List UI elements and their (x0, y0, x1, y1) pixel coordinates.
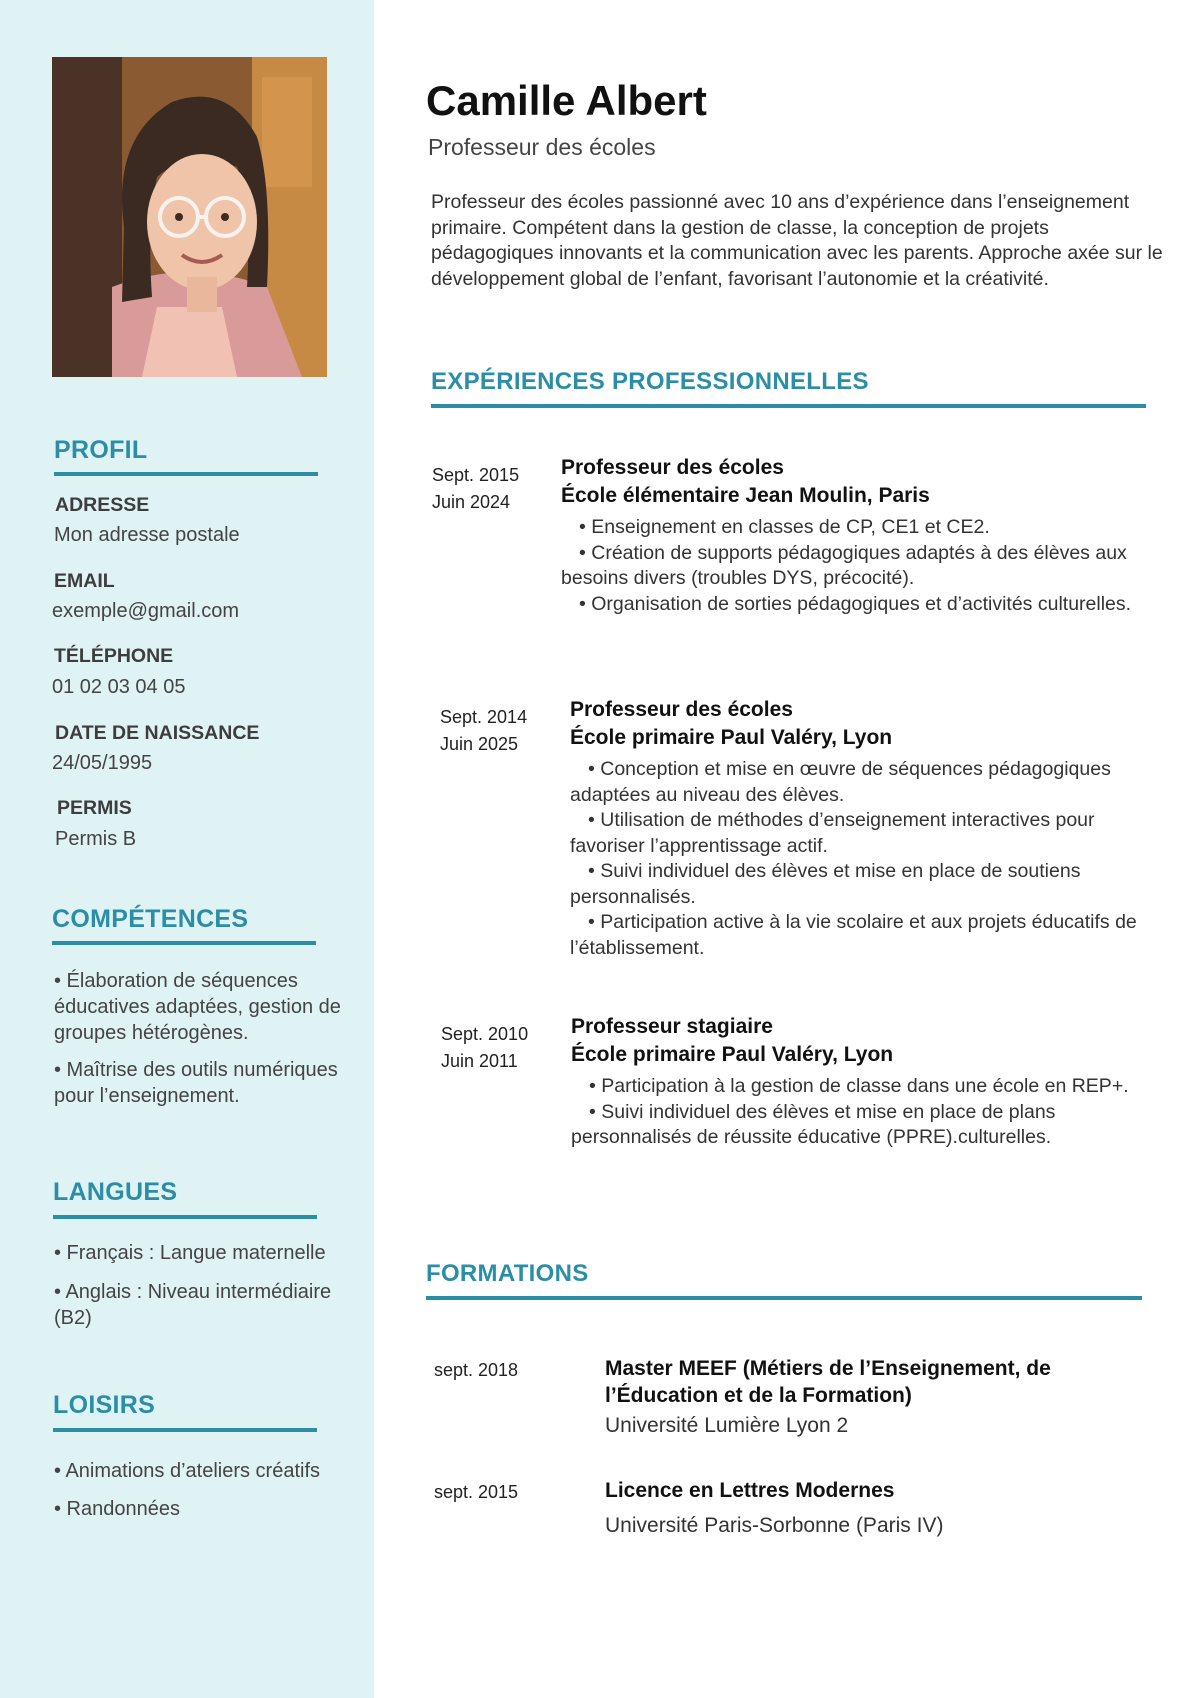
skill-item: • Maîtrise des outils numériques pour l’enseignement. (54, 1059, 338, 1107)
experience-employer: École primaire Paul Valéry, Lyon (571, 1043, 894, 1066)
license-label: PERMIS (57, 797, 132, 819)
experience-bullet: • Participation active à la vie scolaire et aux projets éducatifs de l’établissement. (570, 911, 1137, 959)
experience-date (432, 462, 519, 516)
experience-start: Sept. 2014 (440, 707, 528, 727)
experience-end: Juin 2025 (440, 734, 519, 754)
hobbies-title: LOISIRS (53, 1391, 156, 1419)
experience-role: Professeur des écoles (561, 456, 784, 479)
experience-bullet: • Création de supports pédagogiques adaptés à des élèves aux besoins divers (troubles DYS, précocité). (561, 541, 1127, 589)
skill-item: • Élaboration de séquences éducatives adaptées, gestion de groupes hétérogènes. (54, 970, 341, 1044)
experience-bullets (571, 1074, 1161, 1151)
birthdate-label: DATE DE NAISSANCE (55, 722, 260, 744)
experience-employer: École primaire Paul Valéry, Lyon (570, 726, 893, 749)
education-entry (605, 1477, 1165, 1538)
experience-start: Sept. 2015 (432, 465, 520, 485)
hobby-item: • Animations d’ateliers créatifs (54, 1460, 321, 1482)
experience-role: Professeur stagiaire (571, 1015, 773, 1038)
candidate-job-title: Professeur des écoles (428, 134, 656, 160)
experience-role: Professeur des écoles (570, 698, 793, 721)
education-date: sept. 2018 (434, 1360, 519, 1380)
hobbies-rule (53, 1428, 317, 1432)
experience-bullet: • Conception et mise en œuvre de séquences pédagogiques adaptées au niveau des élèves. (570, 758, 1111, 806)
experience-end: Juin 2024 (432, 492, 511, 512)
email-value: exemple@gmail.com (52, 600, 240, 622)
phone-value: 01 02 03 04 05 (52, 676, 186, 698)
experience-bullet: • Suivi individuel des élèves et mise en place de plans personnalisés de réussite éducative (PPRE).culturelles. (571, 1100, 1056, 1148)
education-rule (426, 1296, 1142, 1300)
address-value: Mon adresse postale (54, 524, 240, 546)
language-item: • Anglais : Niveau intermédiaire (B2) (54, 1281, 332, 1329)
experience-bullet: • Enseignement en classes de CP, CE1 et CE2. (579, 516, 990, 538)
education-school: Université Lumière Lyon 2 (605, 1414, 849, 1437)
experience-bullet: • Suivi individuel des élèves et mise en place de soutiens personnalisés. (570, 860, 1081, 908)
experience-bullets (570, 757, 1160, 961)
education-degree: Master MEEF (Métiers de l’Enseignement, de l’Éducation et de la Formation) (605, 1357, 1051, 1407)
education-school: Université Paris-Sorbonne (Paris IV) (605, 1514, 944, 1537)
experience-employer: École élémentaire Jean Moulin, Paris (561, 484, 930, 507)
experience-entry (571, 1013, 1161, 1151)
experience-rule (431, 404, 1146, 408)
education-degree: Licence en Lettres Modernes (605, 1479, 895, 1502)
experience-end: Juin 2011 (441, 1051, 518, 1071)
email-label: EMAIL (54, 570, 115, 592)
experience-start: Sept. 2010 (441, 1024, 529, 1044)
experience-entry (570, 696, 1160, 961)
profil-title: PROFIL (54, 436, 148, 464)
profil-rule (54, 472, 318, 476)
experience-bullets (561, 515, 1151, 617)
experience-title: EXPÉRIENCES PROFESSIONNELLES (431, 368, 869, 395)
languages-title: LANGUES (53, 1178, 178, 1206)
education-title: FORMATIONS (426, 1260, 589, 1287)
skills-rule (52, 941, 316, 945)
education-date: sept. 2015 (434, 1482, 519, 1502)
experience-bullet: • Organisation de sorties pédagogiques et d’activités culturelles. (579, 592, 1132, 615)
birthdate-value: 24/05/1995 (52, 752, 153, 774)
experience-date (440, 704, 527, 758)
experience-bullet: • Participation à la gestion de classe dans une école en REP+. (589, 1075, 1129, 1097)
profile-summary: Professeur des écoles passionné avec 10 ans d’expérience dans l’enseignement primaire. Compétent dans la gestion de classe, la conception de projets pédagogiques innovants et la communication avec les parents. Approche axée sur le développement global de l’enfant, favorisant l’autonomie et la créativité. (431, 191, 1163, 290)
skills-title: COMPÉTENCES (52, 905, 249, 933)
languages-rule (53, 1215, 317, 1219)
address-label: ADRESSE (55, 494, 150, 516)
experience-date (441, 1021, 528, 1075)
experience-entry (561, 454, 1151, 617)
experience-bullet: • Utilisation de méthodes d’enseignement interactives pour favoriser l’apprentissage actif. (570, 809, 1095, 857)
profile-photo (52, 57, 327, 377)
candidate-name: Camille Albert (426, 77, 707, 124)
education-entry (605, 1355, 1165, 1438)
phone-label: TÉLÉPHONE (54, 645, 174, 667)
hobby-item: • Randonnées (54, 1498, 180, 1520)
license-value: Permis B (55, 828, 137, 850)
language-item: • Français : Langue maternelle (54, 1242, 326, 1264)
